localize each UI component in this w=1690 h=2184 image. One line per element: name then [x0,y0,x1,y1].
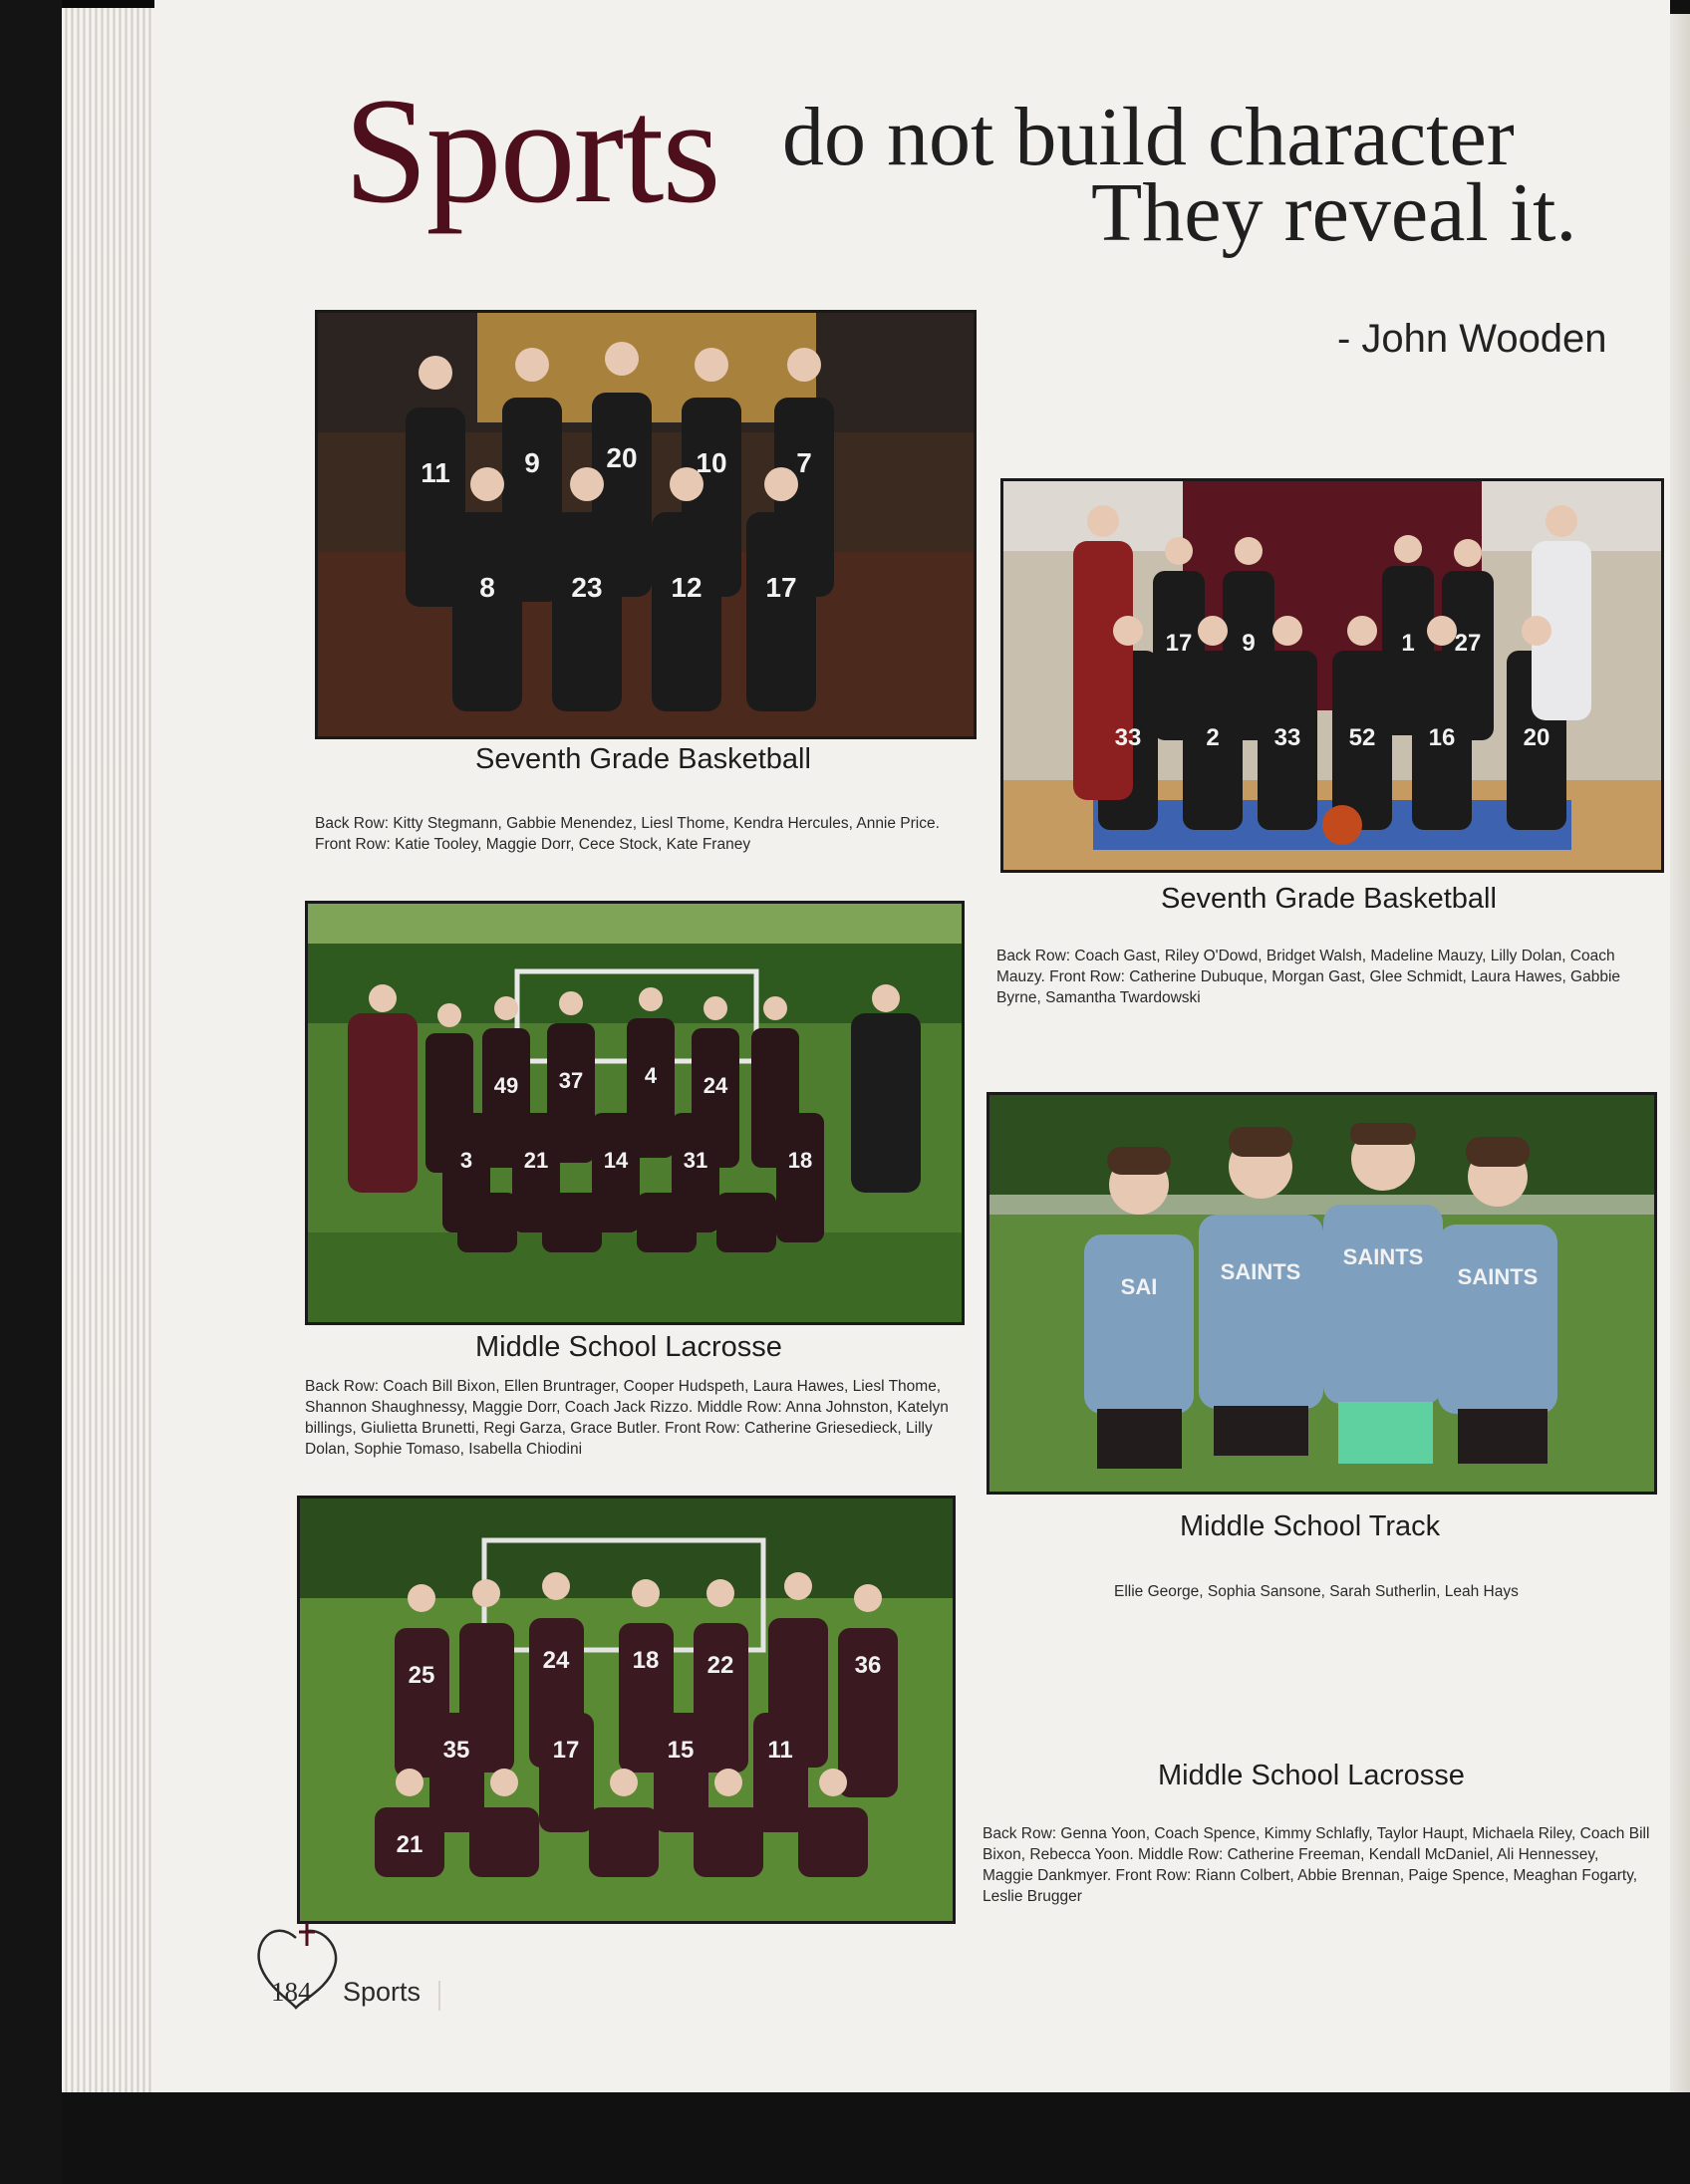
svg-text:16: 16 [1428,724,1456,751]
quote-line-2: They reveal it. [1091,166,1577,259]
svg-text:SAI: SAI [1120,1274,1158,1299]
team-photo-lacrosse-2 [297,1496,956,1924]
page-edges [62,8,156,2112]
caption-roster-basketball-right: Back Row: Coach Gast, Riley O'Dowd, Bridget Walsh, Madeline Mauzy, Lilly Dolan, Coach Mauzy. Front Row: Catherine Dubuque, Morgan Gast, Glee Schmidt, Laura Hawes, Gabbie Byrne, Samantha Twardowski [996,948,1621,1006]
svg-text:52: 52 [1348,724,1376,751]
svg-text:31: 31 [683,1148,708,1173]
svg-text:49: 49 [493,1073,519,1098]
svg-text:1: 1 [1401,630,1415,657]
svg-text:12: 12 [671,572,703,603]
svg-text:25: 25 [408,1662,435,1689]
quote-title-word: Sports [344,67,719,234]
svg-text:20: 20 [606,442,638,473]
caption-title-basketball-left: Seventh Grade Basketball [475,743,811,775]
svg-text:11: 11 [767,1737,793,1764]
folio-section-label: Sports [343,1977,422,2007]
svg-text:33: 33 [1273,724,1301,751]
caption-roster-lacrosse-1: Back Row: Coach Bill Bixon, Ellen Bruntrager, Cooper Hudspeth, Laura Hawes, Liesl Thome, Shannon Shaughnessy, Maggie Dorr, Coach Jack Rizzo. Middle Row: Anna Johnston, Katelyn billings, Giulietta Brunetti, Regi Garza, Grace Butler. Front Row: Catherine Griesedieck, Lilly Dolan, Sophie Tomaso, Isabella Chiodini [305,1378,949,1458]
book-bottom-shadow [62,2092,1690,2184]
svg-text:15: 15 [667,1737,695,1764]
quote-author: - John Wooden [1337,317,1607,361]
svg-text:17: 17 [765,572,797,603]
svg-text:SAINTS: SAINTS [1457,1264,1539,1289]
svg-text:17: 17 [552,1737,580,1764]
svg-text:21: 21 [523,1148,549,1173]
team-photo-basketball-right [1000,478,1664,873]
folio-divider [438,1981,440,2011]
caption-title-lacrosse-1: Middle School Lacrosse [475,1331,782,1363]
svg-text:3: 3 [459,1148,473,1173]
caption-title-lacrosse-2: Middle School Lacrosse [1158,1760,1465,1791]
svg-text:24: 24 [703,1073,728,1098]
caption-roster-basketball-left: Back Row: Kitty Stegmann, Gabbie Menendez, Liesl Thome, Kendra Hercules, Annie Price. Front Row: Katie Tooley, Maggie Dorr, Cece Stock, Kate Franey [315,815,940,853]
svg-text:2: 2 [1206,724,1220,751]
svg-text:10: 10 [696,447,727,478]
svg-text:7: 7 [796,447,812,478]
svg-text:17: 17 [1165,630,1193,657]
svg-text:24: 24 [542,1647,570,1674]
caption-title-track: Middle School Track [1180,1510,1441,1542]
svg-text:4: 4 [644,1063,658,1088]
team-photo-lacrosse-1 [305,901,965,1325]
svg-text:36: 36 [854,1652,882,1679]
svg-text:18: 18 [632,1647,660,1674]
svg-text:27: 27 [1454,630,1482,657]
svg-text:37: 37 [558,1068,584,1093]
svg-text:20: 20 [1523,724,1550,751]
svg-text:SAINTS: SAINTS [1220,1259,1301,1284]
svg-text:8: 8 [479,572,495,603]
svg-text:23: 23 [571,572,603,603]
svg-text:22: 22 [706,1652,734,1679]
svg-text:33: 33 [1114,724,1142,751]
svg-text:14: 14 [603,1148,629,1173]
page-number: 184 [271,1977,312,2007]
team-photo-basketball-left [315,310,977,739]
caption-roster-lacrosse-2: Back Row: Genna Yoon, Coach Spence, Kimmy Schlafly, Taylor Haupt, Michaela Riley, Coach Bill Bixon, Rebecca Yoon. Middle Row: Catherine Freeman, Kendall McDaniel, Ali Hennessey, Maggie Dankmyer. Front Row: Riann Colbert, Abbie Brennan, Paige Spence, Meaghan Fogarty, Leslie Brugger [983,1825,1650,1905]
caption-roster-track: Ellie George, Sophia Sansone, Sarah Sutherlin, Leah Hays [1114,1583,1519,1600]
svg-text:18: 18 [787,1148,813,1173]
svg-text:35: 35 [442,1737,470,1764]
book-spine-shadow [0,0,62,2184]
quote-line-1: do not build character [782,91,1515,183]
svg-text:9: 9 [1242,630,1256,657]
caption-title-basketball-right: Seventh Grade Basketball [1161,883,1497,915]
svg-text:11: 11 [421,457,450,488]
facing-page-edge [1670,0,1690,2092]
svg-text:SAINTS: SAINTS [1342,1244,1424,1269]
svg-text:21: 21 [396,1831,423,1858]
team-photo-track [986,1092,1657,1495]
svg-text:9: 9 [524,447,540,478]
